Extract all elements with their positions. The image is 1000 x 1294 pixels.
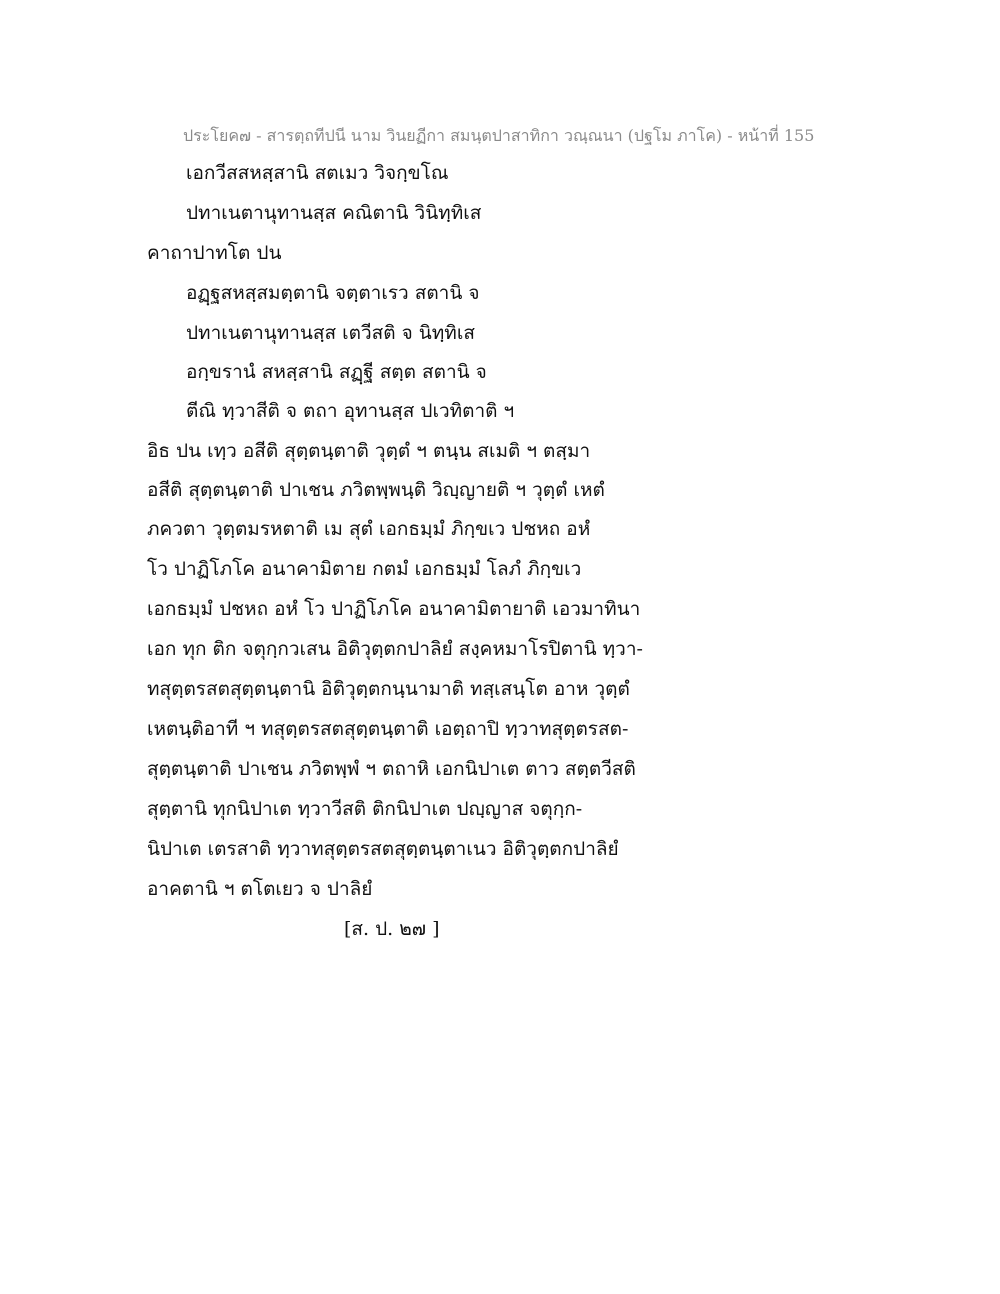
verse-line: อกฺขรานํ สหสฺสานิ สฏฺฐี สตฺต สตานิ จ bbox=[186, 361, 487, 383]
prose-line: โว ปาฏิโภโค อนาคามิตาย กตมํ เอกธมฺมํ โลภํ ภิกฺขเว bbox=[147, 558, 582, 580]
prose-line: เอก ทุก ติก จตุกฺกวเสน อิติวุตฺตกปาลิยํ สงฺคหมาโรปิตานิ ทฺวา- bbox=[147, 638, 643, 660]
prose-line: ภควตา วุตฺตมรหตาติ เม สุตํ เอกธมฺมํ ภิกฺขเว ปชหถ อหํ bbox=[147, 518, 591, 540]
prose-line: อาคตานิ ฯ ตโตเยว จ ปาลิยํ bbox=[147, 878, 373, 900]
source-reference: [ส. ป. ๒๗ ] bbox=[344, 918, 440, 940]
verse-line: เอกวีสสหสฺสานิ สตเมว วิจกฺขโณ bbox=[186, 162, 449, 184]
prose-line: สุตฺตนฺตาติ ปาเชน ภวิตพฺพํ ฯ ตถาหิ เอกนิปาเต ตาว สตฺตวีสติ bbox=[147, 758, 636, 780]
intro-line: คาถาปาทโต ปน bbox=[147, 242, 282, 264]
page-header: ประโยค๗ - สารตฺถทีปนี นาม วินยฏีกา สมนฺตปาสาทิกา วณฺณนา (ปฐโม ภาโค) - หน้าที่ 155 bbox=[183, 126, 815, 145]
prose-line: เหตนฺติอาที ฯ ทสุตฺตรสตสุตฺตนฺตาติ เอตฺถาปิ ทฺวาทสุตฺตรสต- bbox=[147, 718, 629, 740]
prose-line: อสีติ สุตฺตนฺตาติ ปาเชน ภวิตพฺพนฺติ วิญฺญายติ ฯ วุตฺตํ เหตํ bbox=[147, 479, 605, 501]
verse-line: ปทาเนตานุทานสฺส เตวีสติ จ นิทฺทิเส bbox=[186, 322, 475, 344]
prose-line: ทสุตฺตรสตสุตฺตนฺตานิ อิติวุตฺตกนฺนามาติ ทสฺเสนฺโต อาห วุตฺตํ bbox=[147, 678, 630, 700]
verse-line: ปทาเนตานุทานสฺส คณิตานิ วินิทฺทิเส bbox=[186, 202, 482, 224]
verse-line: อฏฺฐสหสฺสมตฺตานิ จตฺตาเรว สตานิ จ bbox=[186, 282, 480, 304]
verse-line: ตีณิ ทฺวาสีติ จ ตถา อุทานสฺส ปเวทิตาติ ฯ bbox=[186, 400, 515, 422]
prose-line: อิธ ปน เทฺว อสีติ สุตฺตนฺตาติ วุตฺตํ ฯ ตนฺน สเมติ ฯ ตสฺมา bbox=[147, 440, 591, 462]
prose-line: นิปาเต เตรสาติ ทฺวาทสุตฺตรสตสุตฺตนฺตาเนว อิติวุตฺตกปาลิยํ bbox=[147, 838, 619, 860]
prose-line: สุตฺตานิ ทุกนิปาเต ทฺวาวีสติ ติกนิปาเต ปญฺญาส จตุกฺก- bbox=[147, 798, 583, 820]
prose-line: เอกธมฺมํ ปชหถ อหํ โว ปาฏิโภโค อนาคามิตายาติ เอวมาทินา bbox=[147, 598, 641, 620]
